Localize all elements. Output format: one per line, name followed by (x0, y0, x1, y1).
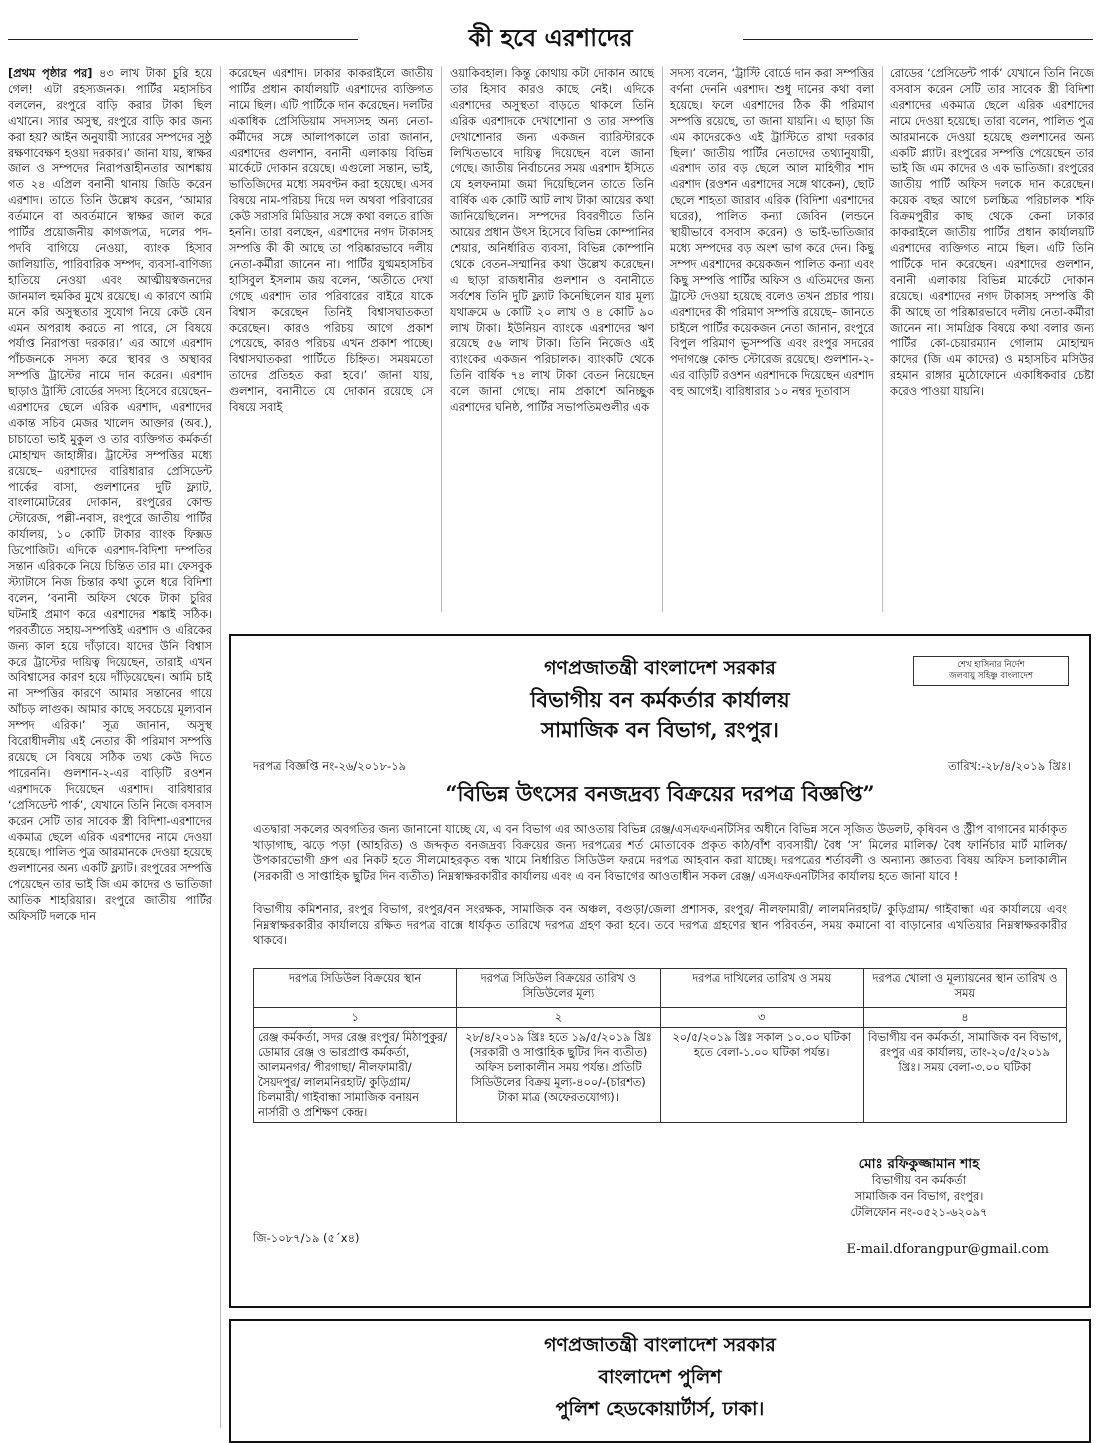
table-column-number: ১ (254, 1008, 457, 1028)
table-header-cell: দরপত্র সিডিউল বিক্রয়ের স্থান (254, 969, 457, 1008)
table-number-row (254, 1008, 1067, 1028)
tender-notice-ad (229, 634, 1091, 1308)
column-2-text: করেছেন এরশাদ। ঢাকার কাকরাইলে জাতীয় পার্টির প্রধান কার্যালয়টি এরশাদের ব্যক্তিগত নামে ছিল। এটি পার্টিকে দান করেছেন। দলটির একাধিক প্রেসিডিয়াম সদস্যসহ অন্য নেতা-কর্মীদের সঙ্গে আলাপকালে তারা জানান, এরশাদের গুলশান, বনানী এলাকায় বিভিন্ন মার্কেটে দোকান রয়েছে। এগুলো সন্তান, ভাই, ভাতিজিদের মধ্যে সমবণ্টন করা হয়েছে। এসব বিষয়ে নাম-পরিচয় দিয়ে দল অথবা পরিবারের কেউ সরাসরি মিডিয়ার সঙ্গে কথা বলতে রাজি হননি। তারা বলছেন, এরশাদের নগদ টাকাসহ সম্পত্তি কী কী আছে তা পরিষ্কারভাবে দলীয় নেতা-কর্মীরা জানেন না। পার্টির যুগ্মমহাসচিব হাসিবুল ইসলাম জয় বলেন, ‘অতীতে দেখা গেছে এরশাদ তার পরিবারের বাইরে যাকে বিশ্বাস করেছেন তিনিই বিশ্বাসঘাতকতা করেছেন। কারও পরিচয় আগে প্রকাশ পেয়েছে, কারও পরিচয় এখন প্রকাশ পাচ্ছে। বিশ্বাসঘাতকরা পার্টিতে চিহ্নিত। সময়মতো তাদের প্রতিহত করা হবে।’ জানা যায়, গুলশান, বনানীতে যে দোকান রয়েছে সে বিষয়ে সবাই (229, 67, 433, 415)
column-5-text: রোডের ‘প্রেসিডেন্ট পার্ক’ যেখানে তিনি নিজে বসবাস করেন সেটি তার সাবেক স্ত্রী বিদিশা এরশাদের একমাত্র ছেলে এরিক এরশাদের নামে দেওয়া হয়েছে। তারা বলেন, পালিত পুত্র আরমানকে দেওয়া হয়েছে গুলশানের অন্য একটি প্ল্যাট। রংপুরের সম্পত্তি পেয়েছেন তার ভাই জি এম কাদের ও এক ভাতিজা। রংপুরের জাতীয় পার্টি অফিস দলকে দান করেছেন। কয়েক বছর আগে চলচ্চিত্র পরিচালক শফি বিক্রমপুরীর কাছ থেকে কেনা ঢাকার কাকরাইলে জাতীয় পার্টির প্রধান কার্যালয়টি এরশাদের ব্যক্তিগত নামে ছিল। এটি তিনি পার্টিকে দান করেছেন। এরশাদের গুলশান, বনানী এলাকায় বিভিন্ন মার্কেটে দোকান রয়েছে। এরশাদের নগদ টাকাসহ সম্পত্তি কী কী আছে তা পরিষ্কারভাবে দলীয় নেতা-কর্মীরা জানেন না। সামগ্রিক বিষয়ে কথা বলার জন্য পার্টির কো-চেয়ারম্যান গোলাম মোহাম্মদ কাদের (জি এম কাদের) ও মহাসচিব মসিউর রহমান রাঙ্গার মুঠোফোনে একাধিকবার চেষ্টা করেও পাওয়া যায়নি। (890, 67, 1094, 399)
column-3-text: ওয়াকিবহাল। কিন্তু কোথায় কটা দোকান আছে তার হিসাব কারও কাছে নেই। এদিকে এরশাদের অসুস্থতা বাড়তে থাকলে তিনি এরিক এরশাদকে দেখাশোনা ও তার সম্পত্তি দেখাশোনার জন্য একজন ব্যারিস্টারকে লিখিতভাবে দায়িত্ব দিয়েছেন বলে জানা গেছে। জাতীয় নির্বাচনের সময় এরশাদ ইসিতে যে হলফনামা জমা দিয়েছিলেন তাতে তিনি বার্ষিক এক কোটি আট লাখ টাকা আয়ের কথা জানিয়েছিলেন। সম্পদের বিবরণীতে তিনি আয়ের প্রধান উৎস হিসেবে বিভিন্ন কোম্পানির শেয়ার, অনির্ধারিত ব্যবসা, বিভিন্ন কোম্পানি থেকে বেতন-সম্মানির কথা উল্লেখ করেছেন। এ ছাড়া রাজধানীর গুলশান ও বনানীতে সর্বশেষ তিনি দুটি ফ্ল্যাট কিনেছিলেন যার মূল্য যথাক্রমে ৬ কোটি ২০ লাখ ও ৪ কোটি ৯০ লাখ টাকা। ইউনিয়ন ব্যাংকে এরশাদের ঋণ রয়েছে ৫৬ লাখ টাকা। তিনি নিজেও এই ব্যাংকের একজন পরিচালক। ব্যাংকটি থেকে তিনি বার্ষিক ৭৪ লাখ টাকা বেতন নিয়েছেন বলে জানা গেছে। নাম প্রকাশে অনিচ্ছুক এরশাদের ঘনিষ্ঠ, পার্টির সভাপতিমণ্ডলীর এক (450, 67, 654, 415)
headline-bar (8, 18, 1093, 58)
headline-rule-left (8, 39, 358, 40)
column-1-text: ৪৩ লাখ টাকা চুরি হয়ে গেল! এটা রহস্যজনক। পার্টির মহাসচিব বললেন, রংপুরে বাড়ি করার টাকা ছিল এখানে। স্যার অসুস্থ, রংপুরে বাড়ি কার জন্য করা হয়? আইন অনুযায়ী স্যারের সম্পদের সুষ্ঠু রক্ষণাবেক্ষণ হওয়া দরকার।’ জানা যায়, স্বাক্ষর জাল ও সম্পদের নিরাপত্তাহীনতার আশঙ্কায় গত ২৪ এপ্রিল বনানী থানায় জিডি করেন এরশাদ। তাতে তিনি উল্লেখ করেন, ‘আমার বর্তমানে বা অবর্তমানে স্বাক্ষর জাল করে পার্টির প্রয়োজনীয় কাগজপত্র, দলের পদ-পদবি বাগিয়ে নেওয়া, ব্যাংক হিসাব জালিয়াতি, পারিবারিক সম্পদ, ব্যবসা-বাণিজ্য হাতিয়ে নেওয়া এবং আত্মীয়স্বজনদের জানমাল হুমকির মুখে রয়েছে। এ কারণে আমি মনে করি অসুস্থতার সুযোগ নিয়ে কেউ যেন এমন অপরাধ করতে না পারে, সে বিষয়ে পর্যাপ্ত নিরাপত্তা দরকার।’ এর আগে এরশাদ পাঁচজনকে সদস্য করে স্থাবর ও অস্থাবর সম্পত্তি ট্রাস্টের নামে দান করেন। এরশাদ ছাড়াও ট্রাস্টি বোর্ডের সদস্য হিসেবে রয়েছেন– এরশাদের ছেলে এরিক এরশাদ, এরশাদের একান্ত সচিব মেজর খালেদ আক্তার (অব.), চাচাতো ভাই মুকুল ও তার ব্যক্তিগত কর্মকর্তা মোহাম্মদ জাহাঙ্গীর। ট্রাস্টের সম্পত্তির মধ্যে রয়েছে– এরশাদের বারিধারার প্রেসিডেন্ট পার্কের বাসা, গুলশানের দুটি ফ্ল্যাট, বাংলামোটরের দোকান, রংপুরের কোল্ড স্টোরেজ, পল্লী-নবাস, রংপুরে জাতীয় পার্টির কার্যালয়, ১০ কোটি টাকার ব্যাংক ফিক্সড ডিপোজিট। এদিকে এরশাদ-বিদিশা দম্পতির সন্তান এরিককে নিয়ে চিন্তিত তার মা। ফেসবুক স্ট্যাটাসে নিজ চিন্তার কথা তুলে ধরে বিদিশা বলেন, ‘বনানী অফিস থেকে টাকা চুরির ঘটনাই প্রমাণ করে এরশাদের শঙ্কাই সঠিক। পরবর্তীতে সহায়-সম্পত্তিই এরশাদ ও এরিকের জন্য কাল হয়ে দাঁড়াবে। যাদের উনি বিশ্বাস করে ট্রাস্টের দায়িত্ব দিয়েছেন, তারাই এখন অবিশ্বাসের কারণ হয়ে দাঁড়িয়েছেন। আমি চাই না সম্পত্তির কারণে আমার সন্তানের গায়ে আঁচড় লাগুক। আমার কাছে সবচেয়ে মূল্যবান সম্পদ এরিক।’ সূত্র জানান, অসুস্থ বিরোধীদলীয় এই নেতার কী পরিমাণ সম্পত্তি রয়েছে সে বিষয়ে সঠিক তথ্য কেউ দিতে পারেননি। গুলশান-২-এর বাড়িটি রওশন এরশাদকে দিয়েছেন এরশাদ। বারিধারার ‘প্রেসিডেন্ট পার্ক’, যেখানে তিনি নিজে বসবাস করেন সেটি তার সাবেক স্ত্রী বিদিশা-এরশাদের একমাত্র ছেলে এরিক এরশাদের নামে দেওয়া হয়েছে। পালিত পুত্র আরমানকে দেওয়া হয়েছে গুলশানের অন্য একটি ফ্ল্যাট। রংপুরের সম্পত্তি পেয়েছেন তার ভাই জি এম কাদের ও ভাতিজা আতিক শাহরিয়ার। রংপুরে জাতীয় পার্টির অফিসটি দলকে দান (8, 67, 212, 924)
table-cell: বিভাগীয় বন কর্মকর্তা, সামাজিক বন বিভাগ, রংপুর এর কার্যালয়, তাং-২০/৫/২০১৯ খ্রিঃ। সময় বেলা-৩.০০ ঘটিকা (863, 1028, 1066, 1123)
ad-headquarters-header: পুলিশ হেডকোয়ার্টার্স, ঢাকা। (555, 1398, 765, 1420)
table-header-cell: দরপত্র খোলা ও মূল্যায়নের স্থান তারিখ ও সময় (863, 969, 1066, 1008)
ad-organization-header: বাংলাদেশ পুলিশ (598, 1366, 722, 1388)
signatory-name: মোঃ রফিকুজ্জামান শাহ (858, 1156, 980, 1172)
table-row (254, 1028, 1067, 1123)
article-column-4 (670, 66, 874, 612)
continuation-label: [প্রথম পৃষ্ঠার পর] (8, 67, 93, 80)
ad-reference: জি-১০৮৭/১৯ (৫´x৪) (253, 1231, 360, 1245)
column-divider (441, 66, 442, 612)
tender-paragraph-1: এতদ্বারা সকলের অবগতির জন্য জানানো যাচ্ছে যে, এ বন বিভাগ এর আওতায় বিভিন্ন রেঞ্জ/এসএফএনটিসির অধীনে বিভিন্ন সনে সৃজিত উডলট, কৃষিবন ও স্ট্রীপ বাগানের মার্কাকৃত খাড়াগাছ, ঝড়ে পড়া (আহরিত) ও জব্দকৃত বনজদ্রব্য বিক্রয়ের জন্য দরপত্রের শর্ত মোতাবেক প্রকৃত কাঠ/বাঁশ ব্যবসায়ী/ বৈধ ‘স’ মিলের মালিক/ বৈধ ফার্নিচার মার্ট মালিক/উপকারভোগী গ্রুপ এর নিকট হতে সীলমোহরকৃত বন্ধ খামে নির্ধারিত সিডিউল ফরমে দরপত্র আহবান করা যাচ্ছে। দরপত্রের শর্তাবলী ও অন্যান্য জ্ঞাতব্য বিষয় অফিস চলাকালীন (সরকারী ও সাপ্তাহিক ছুটির দিন ব্যতীত) নিম্নস্বাক্ষরকারীর কার্যালয় এবং এ বন বিভাগের আওতাধীন সকল রেঞ্জ/ এসএফএনটিসির কার্যালয় হতে জানা যাবে ! (253, 822, 1067, 883)
slogan-box (913, 656, 1069, 686)
table-header-row (254, 969, 1067, 1008)
headline-rule-right (743, 39, 1093, 40)
contact-email: E-mail.dforangpur@gmail.com (846, 1242, 1049, 1257)
column-divider (662, 66, 663, 612)
article-column-5 (890, 66, 1094, 612)
column-4-text: সদস্য বলেন, ‘ট্রাস্টি বোর্ডে দান করা সম্পত্তির বর্ণনা দেননি এরশাদ। শুধু দানের কথা বলা হয়েছে। ফলে এরশাদের ঠিক কী পরিমাণ সম্পত্তি রয়েছে, তা জানা যায়নি। এ ছাড়া জি এম কাদেরকেও এই ট্রাস্টিতে রাখা দরকার ছিল।’ জাতীয় পার্টির নেতাদের তথ্যানুযায়ী, এরশাদ তার বড় ছেলে আল মাহিগীর শাদ এরশাদ (রওশন এরশাদের সঙ্গে থাকেন), ছোট ছেলে শাহতা জারাব এরিক (বিদিশা এরশাদের ঘরের), পালিত কন্যা জেবিন (লন্ডনে স্থায়ীভাবে বসবাস করেন) ও ভাই-ভাতিজার মধ্যে সম্পদের বড় অংশ ভাগ করে দেন। কিছু সম্পদ এরশাদের কয়েকজন পালিত কন্যা এবং কিছু সম্পত্তি পার্টির অফিস ও এতিমদের জন্য ট্রাস্টে দেওয়া হয়েছে বলেও তখন প্রচার পায়। এরশাদের কী পরিমাণ সম্পত্তি রয়েছে– জানতে চাইলে পার্টির কয়েকজন নেতা জানান, রংপুরে বিপুল পরিমাণ ভূসম্পত্তি এবং রংপুর সদরের পদাগঞ্জে কোল্ড স্টোরেজ রয়েছে। গুলশান-২-এর বাড়িটি রওশন এরশাদকে দিয়েছেন এরশাদ বহু আগেই। বারিধারার ১০ নম্বর দূতাবাস (670, 67, 874, 399)
memo-date: তারিখ:-২৮/৪/২০১৯ খ্রিঃ। (948, 759, 1071, 773)
table-column-number: ৪ (863, 1008, 1066, 1028)
table-header-cell: দরপত্র দাখিলের তারিখ ও সময় (660, 969, 863, 1008)
ad-government-header: গণপ্রজাতন্ত্রী বাংলাদেশ সরকার (544, 1334, 776, 1356)
ad-government-header: গণপ্রজাতন্ত্রী বাংলাদেশ সরকার (544, 657, 776, 679)
table-cell: ২৮/৪/২০১৯ খ্রিঃ হতে ১৯/৫/২০১৯ খ্রিঃ (সরকারী ও সাপ্তাহিক ছুটির দিন ব্যতীত) অফিস চলাকালীন সময় পর্যন্ত। প্রতিটি সিডিউলের বিক্রয় মূল্য-৪০০/-(চারশত) টাকা মাত্র (অফেরতযোগ্য)। (457, 1028, 660, 1123)
article-column-1 (8, 66, 212, 1428)
memo-number: দরপত্র বিজ্ঞপ্তি নং-২৬/২০১৮-১৯ (253, 759, 407, 773)
table-cell: রেঞ্জ কর্মকর্তা, সদর রেঞ্জ রংপুর/ মিঠাপুকুর/ ডোমার রেঞ্জ ও ভারপ্রাপ্ত কর্মকর্তা, আলমনগর/ পীরগাছা/ নীলফামারী/ সৈয়দপুর/ লালমনিরহাট/ কুড়িগ্রাম/ চিলমারী/ গাইবান্ধা সামাজিক বনায়ন নার্সারী ও প্রশিক্ষণ কেন্দ্র। (254, 1028, 457, 1123)
signature-block (789, 1156, 1049, 1220)
table-cell: ২০/৫/২০১৯ খ্রিঃ সকাল ১০.০০ ঘটিকা হতে বেলা-১.০০ ঘটিকা পর্যন্ত। (660, 1028, 863, 1123)
column-divider (882, 66, 883, 612)
column-divider (220, 66, 221, 1428)
slogan-line-2: জলবায়ু সহিষ্ণু বাংলাদেশ (948, 671, 1033, 681)
ad-department-header: সামাজিক বন বিভাগ, রংপুর। (541, 717, 779, 742)
tender-paragraph-2: বিভাগীয় কমিশনার, রংপুর বিভাগ, রংপুর/বন সংরক্ষক, সামাজিক বন অঞ্চল, বগুড়া/জেলা প্রশাসক, রংপুর/ নীলফামারী/ লালমনিরহাট/ কুড়িগ্রাম/ গাইবান্ধা এর কার্যালয়ে এবং নিম্নস্বাক্ষরকারীর কার্যালয়ে রক্ষিত দরপত্র বাক্সে ধার্যকৃত তারিখে দরপত্র গ্রহণ করা হবে। তবে দরপত্র গ্রহণের স্থান পরিবর্তন, সময় কমানো বা বাড়ানোর এখতিয়ার নিম্নস্বাক্ষরকারীর থাকবে। (253, 902, 1067, 947)
ad-office-header: বিভাগীয় বন কর্মকর্তার কার্যালয় (530, 687, 790, 712)
article-column-2 (229, 66, 433, 612)
tender-title: “বিভিন্ন উৎসের বনজদ্রব্য বিক্রয়ের দরপত্র বিজ্ঞপ্তি” (445, 781, 875, 806)
police-notice-ad (229, 1319, 1091, 1443)
article-column-3 (450, 66, 654, 612)
signatory-title: বিভাগীয় বন কর্মকর্তা (871, 1173, 967, 1187)
signatory-phone: টেলিফোন নং-০৫২১-৬২০৯৭ (850, 1205, 988, 1219)
slogan-line-1: শেখ হাসিনার নির্দেশ (957, 660, 1025, 670)
table-column-number: ২ (457, 1008, 660, 1028)
tender-schedule-table (253, 968, 1067, 1123)
table-header-cell: দরপত্র সিডিউল বিক্রয়ের তারিখ ও সিডিউলের মূল্য (457, 969, 660, 1008)
signatory-office: সামাজিক বন বিভাগ, রংপুর। (854, 1189, 984, 1203)
table-column-number: ৩ (660, 1008, 863, 1028)
headline: কী হবে এরশাদের (468, 24, 633, 52)
